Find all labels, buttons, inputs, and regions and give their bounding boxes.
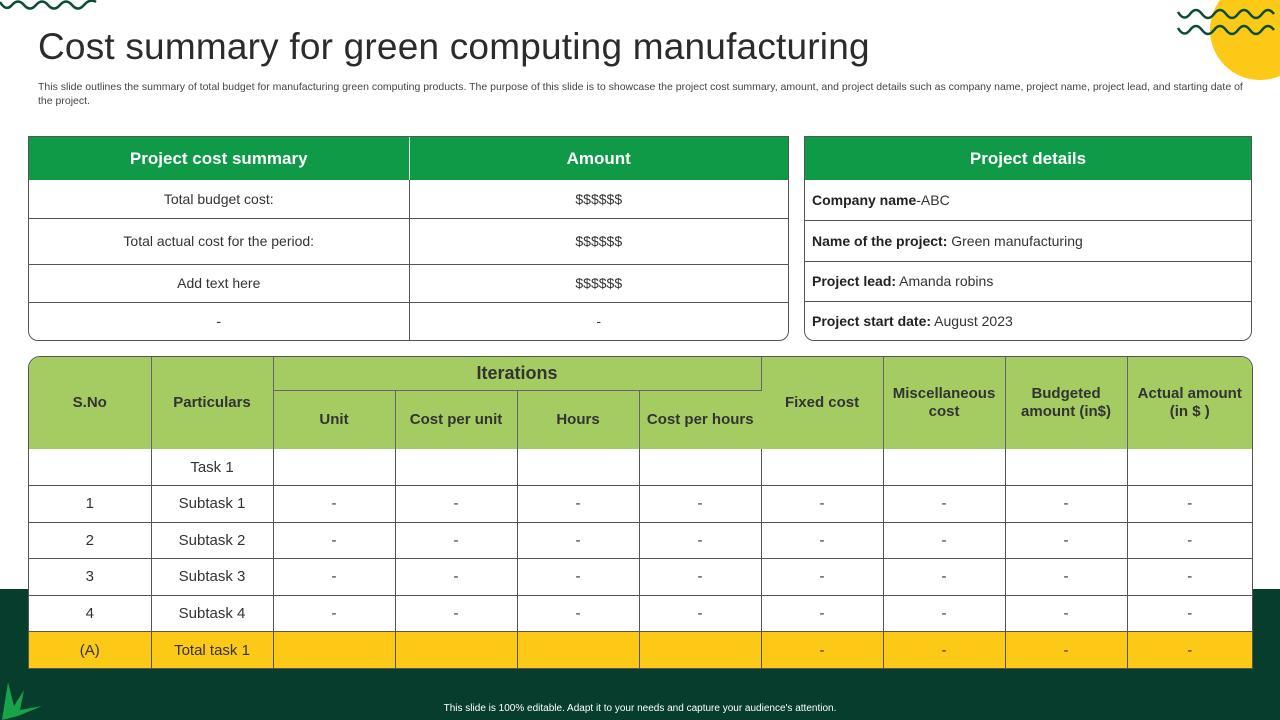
table-cell: - [1005, 559, 1127, 596]
particulars-header: Particulars [151, 357, 273, 449]
table-cell [1005, 449, 1127, 486]
cost-amount: - [409, 302, 788, 340]
table-cell: - [273, 486, 395, 523]
table-cell: - [883, 522, 1005, 559]
fixed-cost-header: Fixed cost [761, 357, 883, 449]
cost-label: Total actual cost for the period: [29, 218, 409, 264]
table-cell: - [1127, 595, 1252, 632]
table-cell: - [1005, 522, 1127, 559]
cost-label: - [29, 302, 409, 340]
table-cell: - [273, 595, 395, 632]
table-cell: 4 [29, 595, 151, 632]
cost-summary-header: Project cost summary [29, 137, 409, 180]
table-row [29, 218, 788, 264]
table-row [29, 264, 788, 302]
detail-value: Amanda robins [896, 273, 994, 290]
table-cell: 1 [29, 486, 151, 523]
table-cell: - [1127, 632, 1252, 669]
table-cell: Task 1 [151, 449, 273, 486]
wave-decoration-top-left [0, 0, 100, 14]
table-cell: - [395, 486, 517, 523]
detail-row-project-lead [805, 261, 1251, 301]
budgeted-amount-header: Budgeted amount (in$) [1005, 357, 1127, 449]
table-cell [395, 632, 517, 669]
footer-note: This slide is 100% editable. Adapt it to your needs and capture your audience's attention. [443, 703, 837, 714]
table-cell: - [639, 595, 761, 632]
table-cell: - [883, 559, 1005, 596]
table-cell: 2 [29, 522, 151, 559]
table-row [29, 522, 1252, 559]
table-row [29, 486, 1252, 523]
table-cell: - [517, 486, 639, 523]
detail-label: Company name [812, 192, 917, 209]
table-cell: - [1127, 559, 1252, 596]
table-cell: - [883, 595, 1005, 632]
table-row [29, 449, 1252, 486]
table-cell [639, 632, 761, 669]
table-cell: - [1005, 632, 1127, 669]
amount-header: Amount [409, 137, 788, 180]
misc-cost-header: Miscellaneous cost [883, 357, 1005, 449]
table-cell: Total task 1 [151, 632, 273, 669]
table-cell: - [761, 522, 883, 559]
table-cell: - [273, 522, 395, 559]
table-cell: - [761, 486, 883, 523]
detail-row-project-name [805, 220, 1251, 260]
detail-row-start-date [805, 301, 1251, 341]
cost-amount: $$$$$$ [409, 264, 788, 302]
table-cell [761, 449, 883, 486]
table-cell: - [1005, 595, 1127, 632]
cost-per-unit-header: Cost per unit [395, 390, 517, 449]
iterations-header: Iterations [273, 357, 761, 390]
actual-amount-header: Actual amount (in $ ) [1127, 357, 1252, 449]
table-cell: - [1127, 486, 1252, 523]
hours-header: Hours [517, 390, 639, 449]
table-cell: - [883, 486, 1005, 523]
cost-amount: $$$$$$ [575, 190, 623, 207]
table-cell: - [517, 595, 639, 632]
table-cell [883, 449, 1005, 486]
table-cell: - [395, 559, 517, 596]
unit-header: Unit [273, 390, 395, 449]
table-cell: - [517, 522, 639, 559]
table-cell: - [639, 522, 761, 559]
table-row [29, 302, 788, 340]
table-cell: 3 [29, 559, 151, 596]
table-cell [1127, 449, 1252, 486]
table-row [29, 180, 788, 218]
detail-row-company [805, 180, 1251, 220]
table-cell: - [273, 559, 395, 596]
table-cell [517, 632, 639, 669]
table-cell: - [639, 486, 761, 523]
cost-label: Add text here [29, 264, 409, 302]
table-cell: - [761, 595, 883, 632]
total-row [29, 632, 1252, 669]
cost-summary-table [28, 136, 789, 341]
table-cell: Subtask 3 [151, 559, 273, 596]
wave-decoration-top-right [1176, 6, 1280, 42]
sno-header: S.No [29, 357, 151, 449]
table-cell: - [1005, 486, 1127, 523]
table-cell: Subtask 1 [151, 486, 273, 523]
table-cell: - [395, 522, 517, 559]
table-cell [273, 632, 395, 669]
table-cell: - [639, 559, 761, 596]
table-cell [29, 449, 151, 486]
cost-label: Total budget cost: [29, 180, 409, 218]
table-cell: - [761, 632, 883, 669]
table-cell: - [517, 559, 639, 596]
table-cell [273, 449, 395, 486]
table-cell: - [883, 632, 1005, 669]
detail-value: -ABC [916, 192, 950, 209]
page-title: Cost summary for green computing manufacturing [38, 26, 870, 67]
page-subtitle: This slide outlines the summary of total budget for manufacturing green computing products. The purpose of this slide is to showcase the project cost summary, amount, and project details such as company name, project name, project lead, and starting date of the project. [38, 81, 1243, 107]
detail-label: Project lead: [812, 273, 897, 290]
table-row [29, 559, 1252, 596]
task-cost-table [28, 356, 1253, 669]
detail-value: Green manufacturing [947, 232, 1083, 249]
table-cell: - [761, 559, 883, 596]
project-details-header: Project details [805, 137, 1251, 180]
project-details-panel [804, 136, 1252, 341]
cost-amount: $$$$$$ [409, 218, 788, 264]
detail-label: Project start date: [812, 313, 932, 330]
cost-per-hours-header: Cost per hours [639, 390, 761, 449]
detail-label: Name of the project: [812, 232, 948, 249]
table-cell: - [1127, 522, 1252, 559]
table-cell: Subtask 2 [151, 522, 273, 559]
table-cell [395, 449, 517, 486]
table-cell [639, 449, 761, 486]
table-row [29, 595, 1252, 632]
table-cell [517, 449, 639, 486]
table-cell: (A) [29, 632, 151, 669]
detail-value: August 2023 [931, 313, 1013, 330]
table-cell: - [395, 595, 517, 632]
table-cell: Subtask 4 [151, 595, 273, 632]
